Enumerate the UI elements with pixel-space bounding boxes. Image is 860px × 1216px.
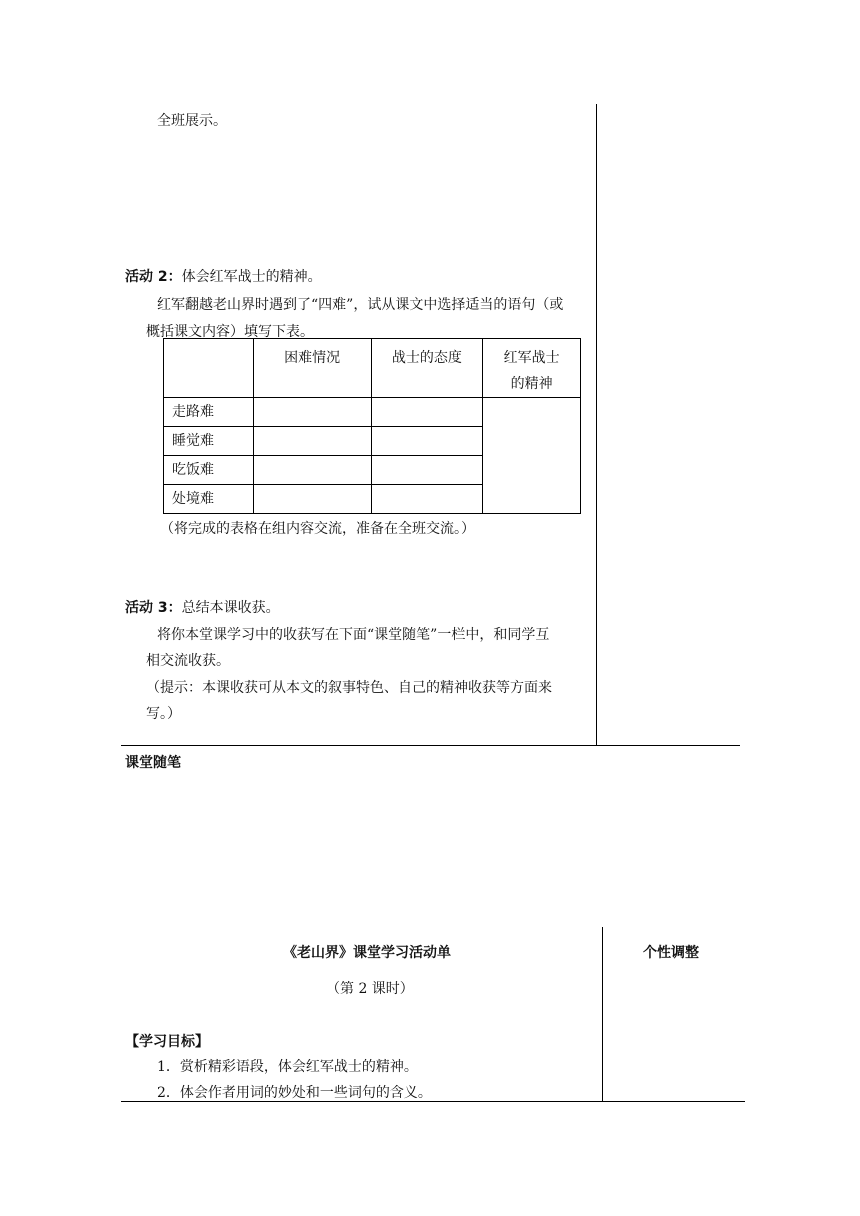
- activity2-desc-line2: 概括课文内容）填写下表。: [146, 324, 314, 340]
- intro-text: 全班展示。: [157, 113, 227, 129]
- objective-item-1: 1．赏析精彩语段，体会红军战士的精神。: [157, 1059, 418, 1075]
- activity3-desc-line1: 将你本堂课学习中的收获写在下面“课堂随笔”一栏中，和同学互: [157, 627, 550, 643]
- cell-sleeping-attitude[interactable]: [371, 427, 483, 456]
- objectives-heading: 【学习目标】: [125, 1034, 209, 1050]
- activity3-hint-line1: （提示：本课收获可从本文的叙事特色、自己的精神收获等方面来: [146, 680, 552, 696]
- table-header-attitude: 战士的态度: [371, 339, 483, 398]
- notes-heading: 课堂随笔: [125, 755, 181, 771]
- table-header-empty: [164, 339, 254, 398]
- row-label-sleeping: 睡觉难: [164, 427, 254, 456]
- activity2-heading: [125, 266, 322, 286]
- cell-situation-difficulty[interactable]: [253, 485, 371, 514]
- section-rule-upper: [121, 745, 740, 746]
- column-divider-upper: [596, 104, 597, 746]
- row-label-walking: 走路难: [164, 398, 254, 427]
- row-label-eating: 吃饭难: [164, 456, 254, 485]
- cell-walking-attitude[interactable]: [371, 398, 483, 427]
- table-header-row: [164, 339, 581, 398]
- difficulty-table: [163, 338, 581, 514]
- cell-situation-attitude[interactable]: [371, 485, 483, 514]
- column-divider-lower: [602, 927, 603, 1102]
- side-column-heading: 个性调整: [643, 945, 699, 961]
- objective-item-2: 2．体会作者用词的妙处和一些词句的含义。: [157, 1085, 432, 1101]
- activity2-title: 体会红军战士的精神。: [181, 269, 322, 285]
- activity2-note: （将完成的表格在组内容交流，准备在全班交流。）: [160, 521, 475, 537]
- cell-eating-attitude[interactable]: [371, 456, 483, 485]
- activity3-desc-line2: 相交流收获。: [146, 653, 230, 669]
- page-subtitle: （第 2 课时）: [326, 981, 414, 997]
- row-label-situation: 处境难: [164, 485, 254, 514]
- page-title: 《老山界》课堂学习活动单: [283, 945, 451, 961]
- activity2-label: 活动 2：: [125, 269, 182, 285]
- activity3-heading: [125, 597, 280, 617]
- activity3-label: 活动 3：: [125, 600, 182, 616]
- cell-sleeping-difficulty[interactable]: [253, 427, 371, 456]
- table-header-difficulty: 困难情况: [253, 339, 371, 398]
- cell-walking-difficulty[interactable]: [253, 398, 371, 427]
- table-row: [164, 398, 581, 427]
- activity3-hint-line2: 写。）: [146, 706, 181, 722]
- cell-spirit-merged[interactable]: [483, 398, 581, 514]
- activity3-title: 总结本课收获。: [181, 600, 280, 616]
- table-header-spirit: 红军战士 的精神: [483, 339, 581, 398]
- cell-eating-difficulty[interactable]: [253, 456, 371, 485]
- activity2-desc-line1: 红军翻越老山界时遇到了“四难”，试从课文中选择适当的语句（或: [157, 297, 564, 313]
